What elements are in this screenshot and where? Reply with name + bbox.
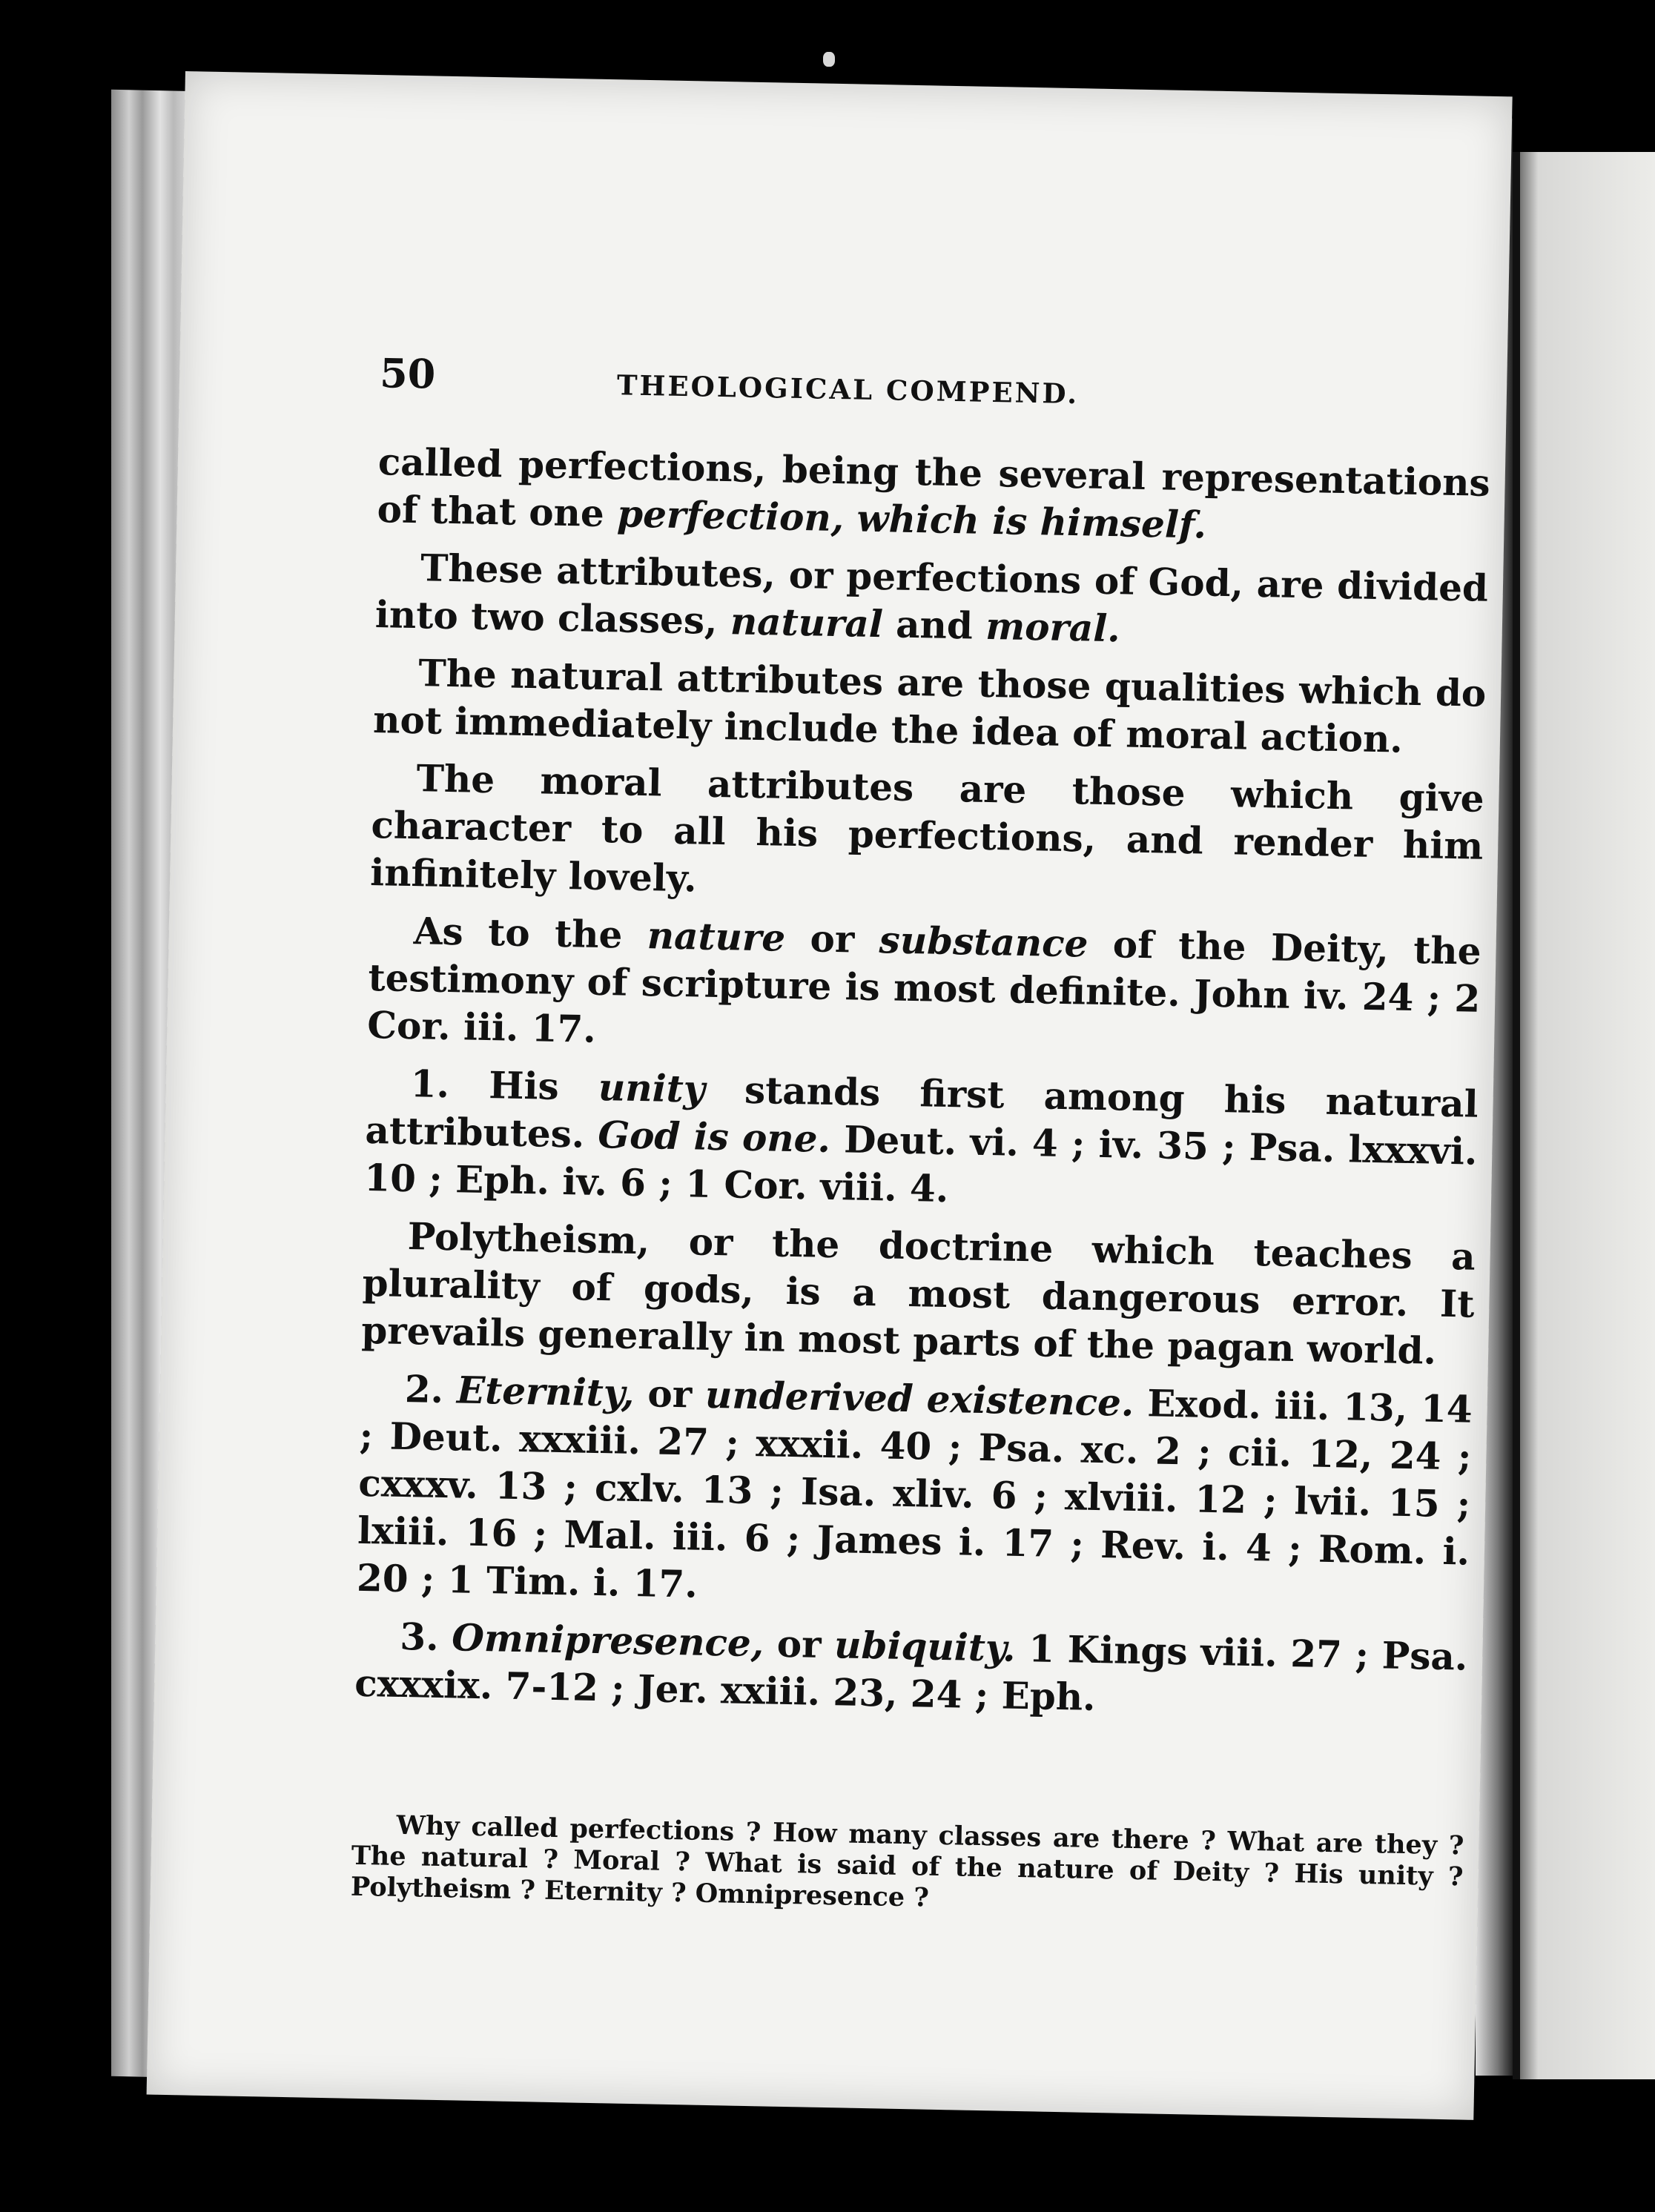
paragraph-8 <box>356 1365 1473 1623</box>
text-run: or <box>633 1371 706 1417</box>
text-run: 1. His <box>410 1062 599 1109</box>
text-run: and <box>882 602 986 648</box>
text-run: These attributes, or perfections of God, are divided into two classes, <box>374 546 1489 643</box>
italic-run: ubiquity. <box>833 1623 1017 1670</box>
paragraph-4: The moral attributes are those which give character to all his perfections, and render him infinitely lovely. <box>369 756 1485 901</box>
italic-run: unity <box>598 1064 706 1111</box>
page-content <box>350 164 1496 1913</box>
facing-page <box>1513 152 1655 2079</box>
text-run: called perfections, being the several representations of that one <box>377 440 1491 536</box>
text-run: of the Deity, the testimony of scripture is most definite. John iv. 24 ; 2 Cor. iii. 17. <box>366 921 1482 1051</box>
running-title: THEOLOGICAL COMPEND. <box>616 368 1080 411</box>
italic-run: natural <box>730 599 884 646</box>
text-run: or <box>784 915 880 962</box>
questions-text: Why called perfections ? How many classes are there ? What are they ? The natural ? Moral ? What is said of the nature of Deity ? His unity ? Polytheism ? Eternity ? Omnipresence ? <box>350 1809 1464 1913</box>
paragraph-7: Polytheism, or the doctrine which teaches a plurality of gods, is a most dangerous error. It prevails generally in most parts of the pagan world. <box>360 1214 1476 1373</box>
text-run: or <box>763 1621 835 1667</box>
italic-run: nature <box>647 913 786 960</box>
text-run: 1 Kings viii. 27 ; Psa. cxxxix. 7-12 ; Jer. xxiii. 23, 24 ; Eph. <box>354 1626 1468 1719</box>
italic-run: Omnipresence, <box>451 1615 764 1666</box>
paragraph-1 <box>377 438 1490 554</box>
text-run: 3. <box>399 1614 452 1660</box>
paragraph-3: The natural attributes are those qualities which do not immediately include the idea of moral action. <box>372 651 1487 761</box>
text-run: Exod. iii. 13, 14 ; Deut. xxxiii. 27 ; xxxii. 40 ; Psa. xc. 2 ; cii. 12, 24 ; cxxxv. 13 ; cxlv. 13 ; Isa. xliv. 6 ; xlviii. 12 ; lvii. 15 ; lxiii. 16 ; Mal. iii. 6 ; James i. 17 ; Rev. i. 4 ; Rom. i. 20 ; 1 Tim. i. 17. <box>356 1380 1473 1606</box>
paragraph-6 <box>364 1059 1479 1223</box>
text-run: stands first among his natural attributes. <box>365 1067 1479 1156</box>
paragraph-2 <box>374 543 1488 660</box>
italic-run: perfection, which is himself. <box>616 491 1207 547</box>
body-text <box>354 438 1490 1738</box>
text-run: Deut. vi. 4 ; iv. 35 ; Psa. lxxxvi. 10 ; Eph. iv. 6 ; 1 Cor. viii. 4. <box>363 1116 1478 1211</box>
review-questions <box>351 1809 1464 1924</box>
text-run: As to the <box>413 909 648 958</box>
page-number: 50 <box>379 349 436 398</box>
italic-run: Eternity, <box>456 1368 635 1415</box>
italic-run: substance <box>879 918 1089 966</box>
italic-run: underived existence. <box>704 1372 1134 1425</box>
book-page <box>147 71 1513 2120</box>
italic-run: God is one. <box>597 1112 831 1161</box>
paragraph-9 <box>354 1612 1468 1729</box>
paragraph-5 <box>367 907 1481 1070</box>
facing-page-edge <box>1513 152 1520 2079</box>
text-run: 2. <box>404 1367 457 1412</box>
scan-speck <box>823 52 835 67</box>
italic-run: moral. <box>985 603 1121 651</box>
